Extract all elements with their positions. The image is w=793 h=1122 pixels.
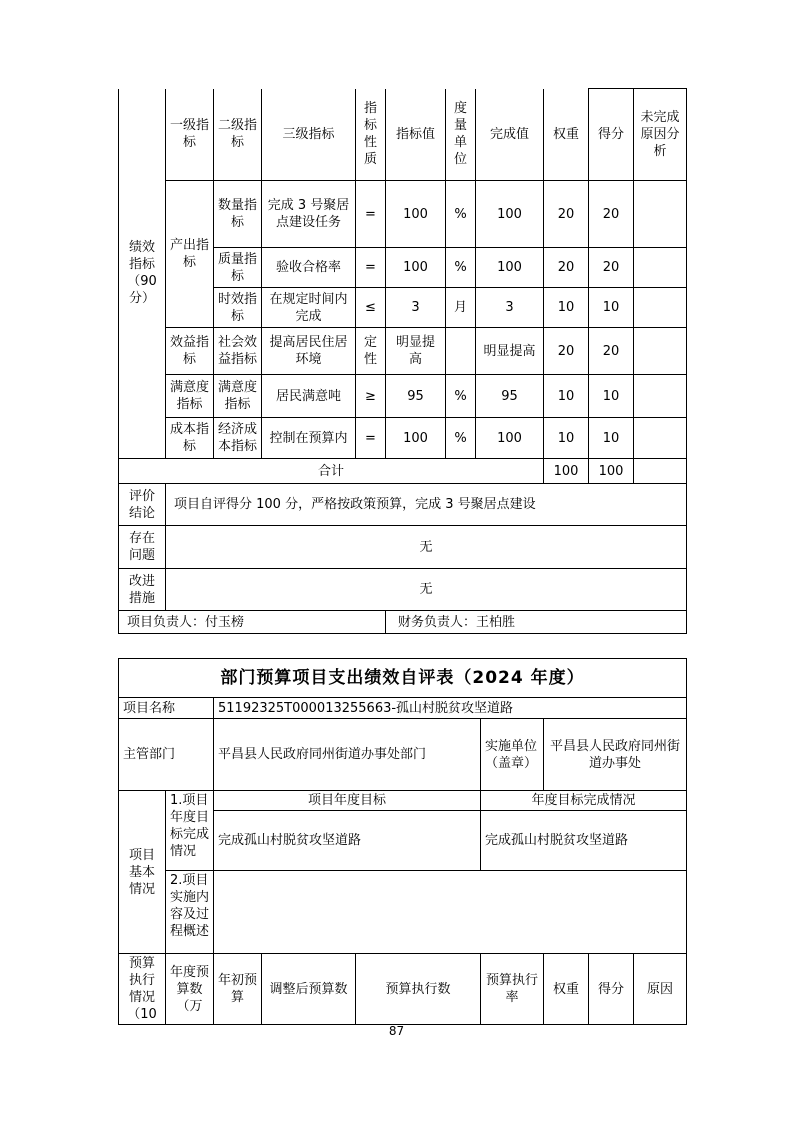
actual-cell: 3 [476,288,544,328]
score-cell: 10 [589,288,634,328]
project-lead-signature: 项目负责人：付玉榜 [119,611,386,634]
header-level3: 三级指标 [262,89,356,181]
problems-text: 无 [166,526,687,569]
evaluation-table [118,658,687,1025]
weight-cell: 20 [544,328,589,375]
level2-cell: 时效指标 [214,288,262,328]
project-name-label: 项目名称 [119,698,214,719]
total-label: 合计 [119,459,544,484]
implementation-section-label: 2.项目实施内容及过程概述 [166,871,214,954]
weight-cell: 10 [544,375,589,418]
reason-cell [634,181,687,248]
target-cell: 95 [386,375,446,418]
basic-info-label: 项目基本情况 [119,791,166,954]
score-cell: 20 [589,328,634,375]
budget-exec-row-label: 预算执行情况（10 [119,954,166,1025]
budget-rate-header: 预算执行率 [481,954,544,1025]
level3-cell: 控制在预算内 [262,418,356,459]
unit-cell: % [446,248,476,288]
level2-cell: 社会效益指标 [214,328,262,375]
budget-executed-header: 预算执行数 [356,954,481,1025]
level3-cell: 验收合格率 [262,248,356,288]
level2-cell: 质量指标 [214,248,262,288]
budget-annual-header: 年度预算数（万 [166,954,214,1025]
impl-unit-value: 平昌县人民政府同州街道办事处 [544,719,687,791]
unit-cell [446,328,476,375]
weight-cell: 20 [544,181,589,248]
table-title: 部门预算项目支出绩效自评表（2024 年度） [119,659,687,698]
header-score: 得分 [589,89,634,181]
header-unit: 度量单位 [446,89,476,181]
weight-cell: 10 [544,418,589,459]
reason-cell [634,328,687,375]
total-score: 100 [589,459,634,484]
header-actual-value: 完成值 [476,89,544,181]
improvements-label: 改进措施 [119,569,166,611]
problems-label: 存在问题 [119,526,166,569]
annual-goal-header: 项目年度目标 [214,791,481,811]
target-cell: 100 [386,248,446,288]
unit-cell: % [446,418,476,459]
indicator-table [118,88,687,634]
dept-value: 平昌县人民政府同州街道办事处部门 [214,719,481,791]
budget-initial-header: 年初预算 [214,954,262,1025]
budget-score-header: 得分 [589,954,634,1025]
project-name-value: 51192325T000013255663-孤山村脱贫攻坚道路 [214,698,687,719]
performance-indicator-table [118,88,686,634]
reason-cell [634,375,687,418]
goal-completion-value: 完成孤山村脱贫攻坚道路 [481,811,687,871]
level1-satisfaction: 满意度指标 [166,375,214,418]
unit-cell: % [446,181,476,248]
header-reason: 未完成原因分析 [634,89,687,181]
actual-cell: 95 [476,375,544,418]
target-cell: 3 [386,288,446,328]
nature-cell: ≥ [356,375,386,418]
weight-cell: 10 [544,288,589,328]
level3-cell: 提高居民住居环境 [262,328,356,375]
budget-reason-header: 原因 [634,954,687,1025]
header-target-value: 指标值 [386,89,446,181]
target-cell: 明显提高 [386,328,446,375]
nature-cell: ≤ [356,288,386,328]
actual-cell: 明显提高 [476,328,544,375]
level2-cell: 数量指标 [214,181,262,248]
finance-lead-signature: 财务负责人：王柏胜 [386,611,687,634]
total-weight: 100 [544,459,589,484]
score-cell: 10 [589,418,634,459]
nature-cell: = [356,181,386,248]
improvements-text: 无 [166,569,687,611]
conclusion-label: 评价结论 [119,484,166,526]
budget-weight-header: 权重 [544,954,589,1025]
page-number: 87 [388,1024,405,1038]
score-cell: 10 [589,375,634,418]
header-level1: 一级指标 [166,89,214,181]
unit-cell: 月 [446,288,476,328]
level3-cell: 在规定时间内完成 [262,288,356,328]
reason-cell [634,418,687,459]
actual-cell: 100 [476,181,544,248]
unit-cell: % [446,375,476,418]
weight-cell: 20 [544,248,589,288]
actual-cell: 100 [476,418,544,459]
impl-unit-label: 实施单位 （盖章） [481,719,544,791]
target-cell: 100 [386,181,446,248]
reason-cell [634,248,687,288]
nature-cell: = [356,418,386,459]
header-nature: 指标性质 [356,89,386,181]
level3-cell: 完成 3 号聚居点建设任务 [262,181,356,248]
nature-cell: = [356,248,386,288]
dept-label: 主管部门 [119,719,214,791]
level1-benefit: 效益指标 [166,328,214,375]
level2-cell: 满意度指标 [214,375,262,418]
annual-goal-value: 完成孤山村脱贫攻坚道路 [214,811,481,871]
implementation-value [214,871,687,954]
nature-cell: 定性 [356,328,386,375]
self-evaluation-table-2024 [118,658,686,1025]
budget-adjusted-header: 调整后预算数 [262,954,356,1025]
level1-output: 产出指标 [166,181,214,328]
score-cell: 20 [589,248,634,288]
group-label-cell: 绩效指标（90 分） [119,89,166,459]
goal-completion-header: 年度目标完成情况 [481,791,687,811]
annual-goal-section-label: 1.项目年度目标完成情况 [166,791,214,871]
level2-cell: 经济成本指标 [214,418,262,459]
total-reason [634,459,687,484]
actual-cell: 100 [476,248,544,288]
reason-cell [634,288,687,328]
score-cell: 20 [589,181,634,248]
target-cell: 100 [386,418,446,459]
level1-cost: 成本指标 [166,418,214,459]
header-weight: 权重 [544,89,589,181]
header-level2: 二级指标 [214,89,262,181]
conclusion-text: 项目自评得分 100 分，严格按政策预算，完成 3 号聚居点建设 [166,484,687,526]
level3-cell: 居民满意吨 [262,375,356,418]
